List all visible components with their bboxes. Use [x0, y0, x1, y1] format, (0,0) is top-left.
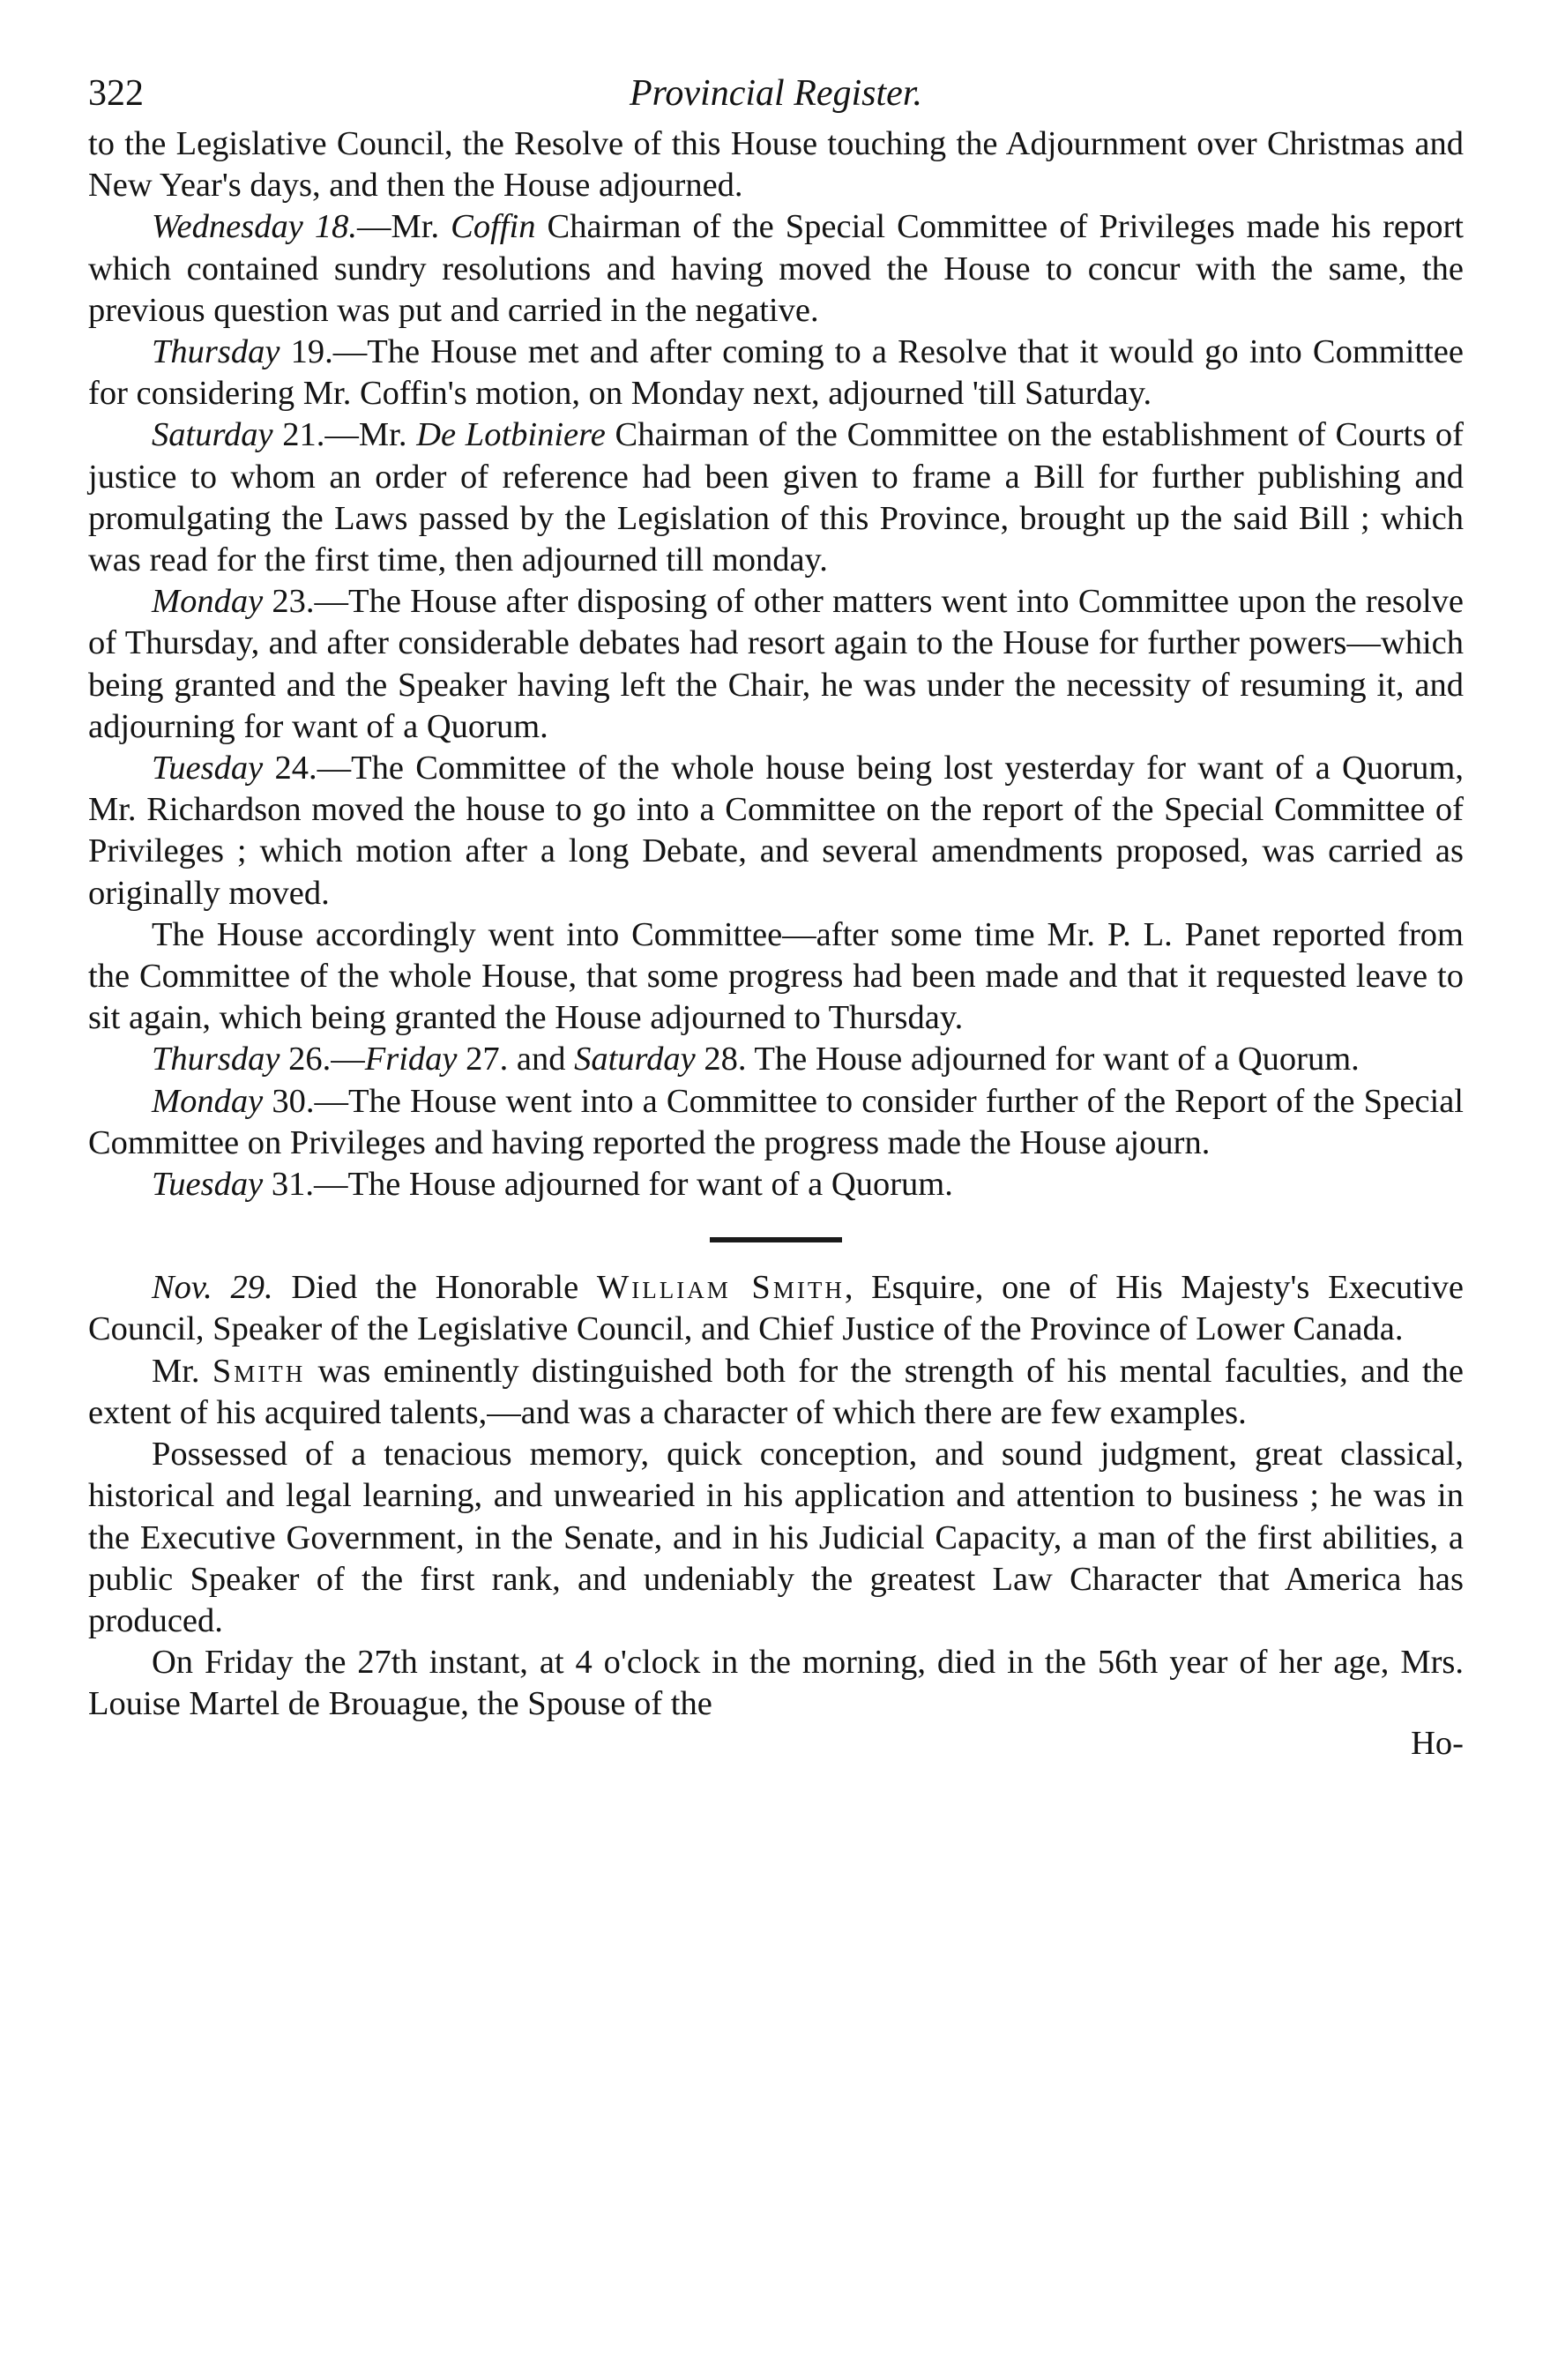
paragraph: Thursday 26.—Friday 27. and Saturday 28. The House adjourned for want of a Quorum.	[152, 1041, 1360, 1078]
paragraph: Tuesday 31.—The House adjourned for want of a Quorum.	[152, 1166, 953, 1204]
paragraph: Tuesday 24.—The Committee of the whole house being lost yesterday for want of a Quorum, Mr. Richardson moved the house to go into a Committee on the report of the Special Committee of Privileges ; which motion after a long Debate, and several amendments proposed, was carried as originally moved.	[88, 750, 1464, 912]
date: Tuesday	[152, 750, 264, 787]
dateline: Nov. 29.	[152, 1269, 273, 1307]
obituary-paragraph: Nov. 29. Died the Honorable William Smith, Esquire, one of His Majesty's Executive Council, Speaker of the Legislative Council, and Chief Justice of the Province of Lower Canada.	[88, 1269, 1465, 1348]
section-divider	[710, 1237, 842, 1242]
body-text	[88, 123, 1464, 1761]
page-number: 322	[88, 73, 144, 114]
date: Thursday	[152, 1041, 280, 1078]
catchword: Ho-	[1411, 1724, 1464, 1762]
page-header	[88, 72, 1464, 125]
paragraph: to the Legislative Council, the Resolve of this House touching the Adjournment over Christmas and New Year's days, and then the House adjourned.	[88, 125, 1464, 205]
date: Wednesday 18.	[152, 208, 358, 246]
date: Thursday	[152, 333, 280, 371]
obituary-paragraph: Possessed of a tenacious memory, quick conception, and sound judgment, great classical, historical and legal learning, and unwearied in his application and attention to business ; he was in the Executive Government, in the Senate, and in his Judicial Capacity, a man of the first abilities, a public Speaker of the first rank, and undeniably the greatest Law Character that America has produced.	[88, 1436, 1464, 1639]
date: Saturday	[574, 1041, 696, 1078]
date: Saturday	[152, 416, 273, 454]
date: Monday	[152, 1082, 264, 1120]
paragraph: Wednesday 18.—Mr. Coffin Chairman of the Special Committee of Privileges made his report which contained sundry resolutions and having moved the House to concur with the same, the previous question was put and carried in the negative.	[88, 208, 1464, 329]
date: Friday	[364, 1041, 458, 1078]
paragraph: The House accordingly went into Committee—after some time Mr. P. L. Panet reported from the Committee of the whole House, that some progress had been made and that it requested leave to sit again, which being granted the House adjourned to Thursday.	[88, 915, 1464, 1037]
person-name: Smith	[212, 1352, 306, 1390]
person-name: De Lotbiniere	[416, 416, 606, 454]
obituary-paragraph: Mr. Smith was eminently distinguished both for the strength of his mental faculties, and the extent of his acquired talents,—and was a character of which there are few examples.	[88, 1352, 1464, 1431]
paragraph: Thursday 19.—The House met and after coming to a Resolve that it would go into Committee for considering Mr. Coffin's motion, on Monday next, adjourned 'till Saturday.	[88, 333, 1464, 413]
date: Monday	[152, 583, 264, 621]
person-name: William Smith	[596, 1269, 845, 1307]
paragraph: Monday 30.—The House went into a Committee to consider further of the Report of the Special Committee on Privileges and having reported the progress made the House ajourn.	[88, 1082, 1464, 1161]
date: Tuesday	[152, 1166, 264, 1204]
paragraph: Monday 23.—The House after disposing of other matters went into Committee upon the resolve of Thursday, and after considerable debates had resort again to the House for further powers—which being granted and the Speaker having left the Chair, he was under the necessity of resuming it, and adjourning for want of a Quorum.	[88, 583, 1464, 745]
paragraph: Saturday 21.—Mr. De Lotbiniere Chairman of the Committee on the establishment of Courts of justice to whom an order of reference had been given to frame a Bill for further publishing and promulgating the Laws passed by the Legislation of this Province, brought up the said Bill ; which was read for the first time, then adjourned till monday.	[88, 416, 1464, 579]
person-name: Coffin	[451, 208, 536, 246]
running-title: Provincial Register.	[629, 73, 923, 114]
obituary-paragraph: On Friday the 27th instant, at 4 o'clock in the morning, died in the 56th year of her age, Mrs. Louise Martel de Brouague, the Spouse of the	[88, 1644, 1464, 1723]
